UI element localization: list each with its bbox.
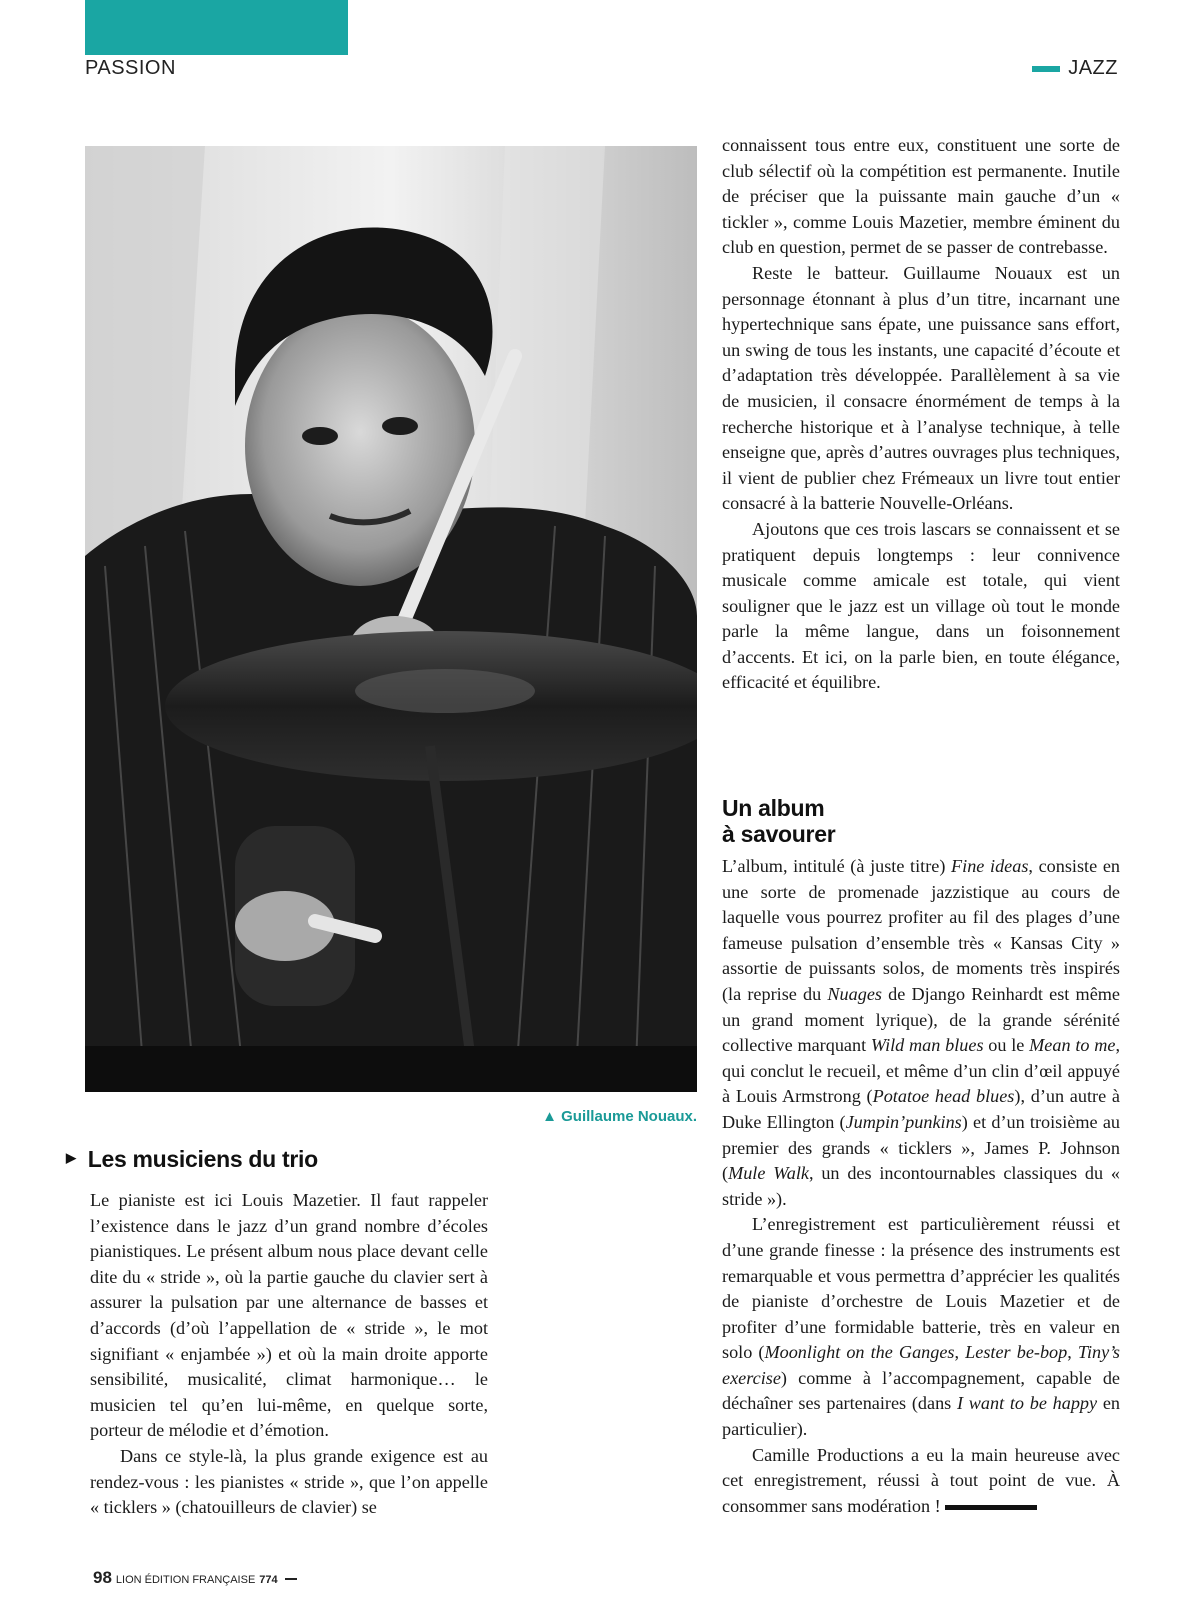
paragraph: Ajoutons que ces trois lascars se connaissent et se pratiquent depuis longtemps : leur connivence musicale comme amicale est totale, qui vient souligner que le jazz est un village où tout le monde parle la même langue, dans un foisonnement d’accents. Et ici, on la parle bien, en toute élégance, efficacité et équilibre. xyxy=(722,518,1120,693)
album-title: Fine ideas xyxy=(951,856,1029,876)
paragraph: connaissent tous entre eux, constituent une sorte de club sélectif où la compétition est permanente. Inutile de préciser que la puissante main gauche d’un « tickler », comme Louis Mazetier, membre éminent du club en question, permet de se passer de contrebasse. xyxy=(722,135,1120,258)
track-title: Lester be-bop xyxy=(965,1342,1068,1363)
paragraph: L’album, intitulé (à juste titre) Fine ideas, consiste en une sorte de promenade jazzistique au cours de laquelle vous pourrez profiter au fil des plages d’une fameuse pulsation d’ensemble très « Kansas City » assortie de puissants solos, de moments très inspirés (la reprise du Nuages de Django Reinhardt est même un grand moment lyrique), de la grande sérénité collective marquant Wild man blues ou le Mean to me, qui conclut le recueil, et même d’un clin d’œil appuyé à Louis Armstrong (Potatoe head blues), d’un autre à Duke Ellington (Jumpin’punkins) et d’un troisième au premier des grands « ticklers », James P. Johnson (Mule Walk, un des incontournables classiques du « stride »). xyxy=(722,856,1121,1209)
page-footer xyxy=(93,1568,297,1588)
track-title: Mule Walk xyxy=(728,1163,809,1184)
heading-line: à savourer xyxy=(722,821,836,847)
section-heading-text: Les musiciens du trio xyxy=(87,1146,318,1172)
track-title: Tiny’s exercise xyxy=(722,1342,1120,1388)
paragraph: Dans ce style-là, la plus grande exigence est au rendez-vous : les pianistes « stride », que l’on appelle « ticklers » (chatouilleurs de clavier) se xyxy=(90,1445,488,1518)
rubric-accent-mark xyxy=(1032,66,1060,72)
heading-line: Un album xyxy=(722,795,825,821)
header-accent-bar xyxy=(85,0,348,55)
track-title: Potatoe head blues xyxy=(872,1086,1015,1107)
right-column-text-bottom xyxy=(722,854,1120,1519)
paragraph: Camille Productions a eu la main heureuse avec cet enregistrement, réussi à tout point de vue. À consommer sans modération ! xyxy=(722,1444,1120,1516)
track-title: I want to be happy xyxy=(957,1393,1098,1414)
publication-name: LION ÉDITION FRANÇAISE xyxy=(115,1574,256,1586)
right-column-text-top xyxy=(722,133,1120,696)
paragraph: Reste le batteur. Guillaume Nouaux est un personnage étonnant à plus d’un titre, incarnant une hypertechnique sans épate, une puissance sans effort, un swing de tous les instants, une capacité d’écoute et d’adaptation très développée. Parallèlement à sa vie de musicien, il consacre énormément de temps à la recherche historique et à l’analyse technique, à telle enseigne que, après d’autres ouvrages plus techniques, il vient de publier chez Frémeaux un livre tout entier consacré à la batterie Nouvelle-Orléans. xyxy=(722,262,1120,514)
track-title: Jumpin’punkins xyxy=(845,1111,962,1132)
track-title: Moonlight on the Ganges xyxy=(764,1342,955,1363)
section-label: PASSION xyxy=(85,57,176,79)
drummer-photo xyxy=(85,146,697,1092)
paragraph: Le pianiste est ici Louis Mazetier. Il faut rappeler l’existence dans le jazz d’un grand nombre d’écoles pianistiques. Le présent album nous place devant celle dite du « stride », où la partie gauche du clavier sert à assurer la pulsation par une alternance de basses et d’accords (d’où l’appellation de « stride », le mot signifiant « enjambée ») et où la main droite apporte sensibilité, musicalité, climat harmonique… le musicien tel qu’en lui-même, en quelque sorte, porteur de mélodie et d’émotion. xyxy=(90,1190,488,1441)
track-title: Wild man blues xyxy=(870,1035,984,1056)
rubric-label xyxy=(1032,57,1118,80)
track-title: Mean to me xyxy=(1029,1035,1116,1056)
bullet-triangle-icon: ▶ xyxy=(66,1149,76,1165)
footer-dash xyxy=(285,1578,297,1580)
rubric-text: JAZZ xyxy=(1068,57,1118,79)
page-number: 98 xyxy=(93,1568,112,1587)
photo-caption: ▲ Guillaume Nouaux. xyxy=(542,1108,697,1125)
section-heading-trio xyxy=(66,1146,318,1173)
left-column-text xyxy=(90,1188,488,1521)
article-end-rule xyxy=(945,1505,1037,1510)
paragraph: L’enregistrement est particulièrement réussi et d’une grande finesse : la présence des instruments est remarquable et vous permettra d’apprécier les qualités de pianiste d’orchestre de Louis Mazetier et de profiter d’une formidable batterie, très en valeur en solo (Moonlight on the Ganges, Lester be-bop, Tiny’s exercise) comme à l’accompagnement, capable de déchaîner ses partenaires (dans I want to be happy en particulier). xyxy=(722,1214,1121,1440)
issue-number: 774 xyxy=(259,1574,278,1586)
drummer-photo-image xyxy=(85,146,697,1092)
section-heading-album xyxy=(722,795,835,847)
track-title: Nuages xyxy=(827,983,882,1004)
